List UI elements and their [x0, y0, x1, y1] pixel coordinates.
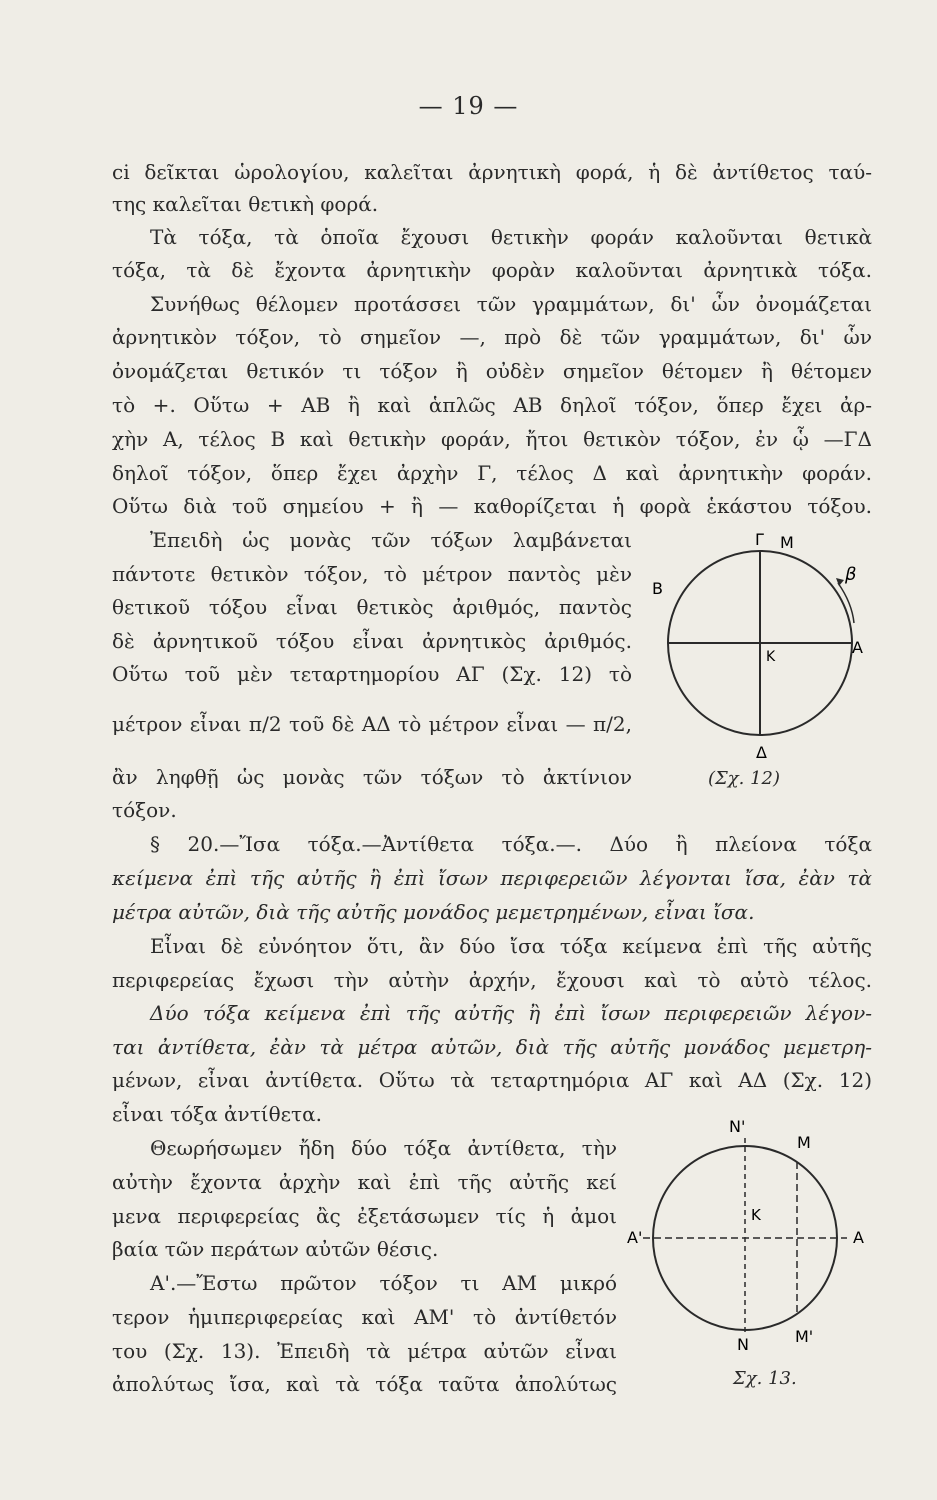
text-line: Συνήθως θέλομεν προτάσσει τῶν γραμμάτων, δι' ὧν ὀνομάζεται — [150, 292, 872, 316]
text-line: περιφερείας ἔχωσι τὴν αὐτὴν ἀρχήν, ἔχουσι καὶ τὸ αὐτὸ τέλος. — [112, 968, 872, 992]
text-line: Δύο τόξα κείμενα ἐπὶ τῆς αὐτῆς ἢ ἐπὶ ἴσων περιφερειῶν λέγον- — [150, 1001, 872, 1025]
text-line: ται ἀντίθετα, ἐὰν τὰ μέτρα αὐτῶν, διὰ τῆς αὐτῆς μονάδος μεμετρη- — [112, 1035, 872, 1059]
fig13-label-M: M — [797, 1133, 811, 1152]
text-line: μενα περιφερείας ἂς ἐξετάσωμεν τίς ἡ ἀμοι — [112, 1204, 617, 1228]
text-line: βαία τῶν περάτων αὐτῶν θέσις. — [112, 1237, 439, 1261]
text-line: Εἶναι δὲ εὐνόητον ὅτι, ἂν δύο ἴσα τόξα κείμενα ἐπὶ τῆς αὐτῆς — [150, 934, 872, 958]
text-line: αὐτὴν ἔχοντα ἀρχὴν καὶ ἐπὶ τῆς αὐτῆς κεί — [112, 1170, 617, 1194]
fig12-label-G: Γ — [755, 530, 764, 549]
text-line: Α'.—Ἔστω πρῶτον τόξον τι ΑΜ μικρό — [150, 1271, 617, 1295]
fig12-label-B: B — [652, 579, 663, 598]
text-line: μέτρον εἶναι π/2 τοῦ δὲ ΑΔ τὸ μέτρον εἶναι — π/2, — [112, 712, 632, 736]
fig12-direction-arrow — [838, 583, 854, 623]
text-line: Τὰ τόξα, τὰ ὁποῖα ἔχουσι θετικὴν φοράν καλοῦνται θετικὰ — [150, 225, 872, 249]
fig12-label-A: A — [852, 638, 863, 657]
fig13-label-K: K — [751, 1206, 761, 1224]
text-line: θετικοῦ τόξου εἶναι θετικὸς ἀριθμός, παντὸς — [112, 595, 632, 619]
text-line: τόξα, τὰ δὲ ἔχοντα ἀρνητικὴν φορὰν καλοῦνται ἀρνητικὰ τόξα. — [112, 258, 872, 282]
text-line: ci δεῖκται ὡρολογίου, καλεῖται ἀρνητικὴ φορά, ἡ δὲ ἀντίθετος ταύ- — [112, 160, 872, 184]
text-line: τερον ἡμιπεριφερείας καὶ ΑΜ' τὸ ἀντίθετόν — [112, 1305, 617, 1329]
fig12-label-D: Δ — [756, 743, 767, 762]
text-line: Θεωρήσωμεν ἤδη δύο τόξα ἀντίθετα, τὴν — [150, 1136, 617, 1160]
text-line: πάντοτε θετικὸν τόξον, τὸ μέτρον παντὸς μὲν — [112, 562, 632, 586]
text-line: χὴν Α, τέλος Β καὶ θετικὴν φοράν, ἤτοι θετικὸν τόξον, ἐν ᾧ —ΓΔ — [112, 427, 872, 451]
fig13-label-N1: N' — [729, 1117, 746, 1136]
text-line: Ἐπειδὴ ὡς μονὰς τῶν τόξων λαμβάνεται — [150, 528, 632, 552]
text-line: ἀρνητικὸν τόξον, τὸ σημεῖον —, πρὸ δὲ τῶν γραμμάτων, δι' ὧν — [112, 325, 872, 349]
text-line: ἀπολύτως ἴσα, καὶ τὰ τόξα ταῦτα ἀπολύτως — [112, 1372, 617, 1396]
page-number: — 19 — — [418, 92, 519, 120]
figure-12 — [640, 528, 880, 818]
text-line: μένων, εἶναι ἀντίθετα. Οὕτω τὰ τεταρτημόρια ΑΓ καὶ ΑΔ (Σχ. 12) — [112, 1068, 872, 1092]
text-line: Οὕτω διὰ τοῦ σημείου + ἢ — καθορίζεται ἡ φορὰ ἑκάστου τόξου. — [112, 494, 872, 518]
text-line: ἂν ληφθῇ ὡς μονὰς τῶν τόξων τὸ ἀκτίνιον — [112, 765, 632, 789]
text-line: του (Σχ. 13). Ἐπειδὴ τὰ μέτρα αὐτῶν εἶναι — [112, 1339, 617, 1363]
fig13-label-A1: A' — [627, 1228, 643, 1247]
fig13-label-N: N — [737, 1335, 749, 1354]
fig13-label-M1: M' — [795, 1327, 814, 1346]
fig12-label-M: M — [780, 533, 794, 552]
figure-13 — [625, 1110, 880, 1400]
text-line: της καλεῖται θετικὴ φορά. — [112, 192, 379, 216]
text-line: δὲ ἀρνητικοῦ τόξου εἶναι ἀρνητικὸς ἀριθμός. — [112, 629, 632, 653]
text-line: τόξον. — [112, 798, 177, 822]
text-line: ὀνομάζεται θετικόν τι τόξον ἢ οὐδὲν σημεῖον θέτομεν ἢ θέτομεν — [112, 359, 872, 383]
section-heading-line: § 20.—Ἴσα τόξα.—Ἀντίθετα τόξα.—. Δύο ἢ πλείονα τόξα — [150, 832, 872, 856]
fig12-label-K: K — [766, 649, 776, 665]
fig12-label-arrow: β — [845, 564, 857, 585]
fig13-label-A: A — [853, 1228, 864, 1247]
text-line: μέτρα αὐτῶν, διὰ τῆς αὐτῆς μονάδος μεμετρημένων, εἶναι ἴσα. — [112, 900, 755, 924]
text-line: Οὕτω τοῦ μὲν τεταρτημορίου ΑΓ (Σχ. 12) τὸ — [112, 662, 632, 686]
fig13-caption: Σχ. 13. — [733, 1368, 797, 1389]
text-line: εἶναι τόξα ἀντίθετα. — [112, 1102, 322, 1126]
fig12-caption: (Σχ. 12) — [708, 768, 781, 789]
text-line: τὸ +. Οὕτω + ΑΒ ἢ καὶ ἁπλῶς ΑΒ δηλοῖ τόξον, ὅπερ ἔχει ἀρ- — [112, 393, 872, 417]
text-line: κείμενα ἐπὶ τῆς αὐτῆς ἢ ἐπὶ ἴσων περιφερειῶν λέγονται ἴσα, ἐὰν τὰ — [112, 866, 872, 890]
text-line: δηλοῖ τόξον, ὅπερ ἔχει ἀρχὴν Γ, τέλος Δ καὶ ἀρνητικὴν φοράν. — [112, 461, 872, 485]
